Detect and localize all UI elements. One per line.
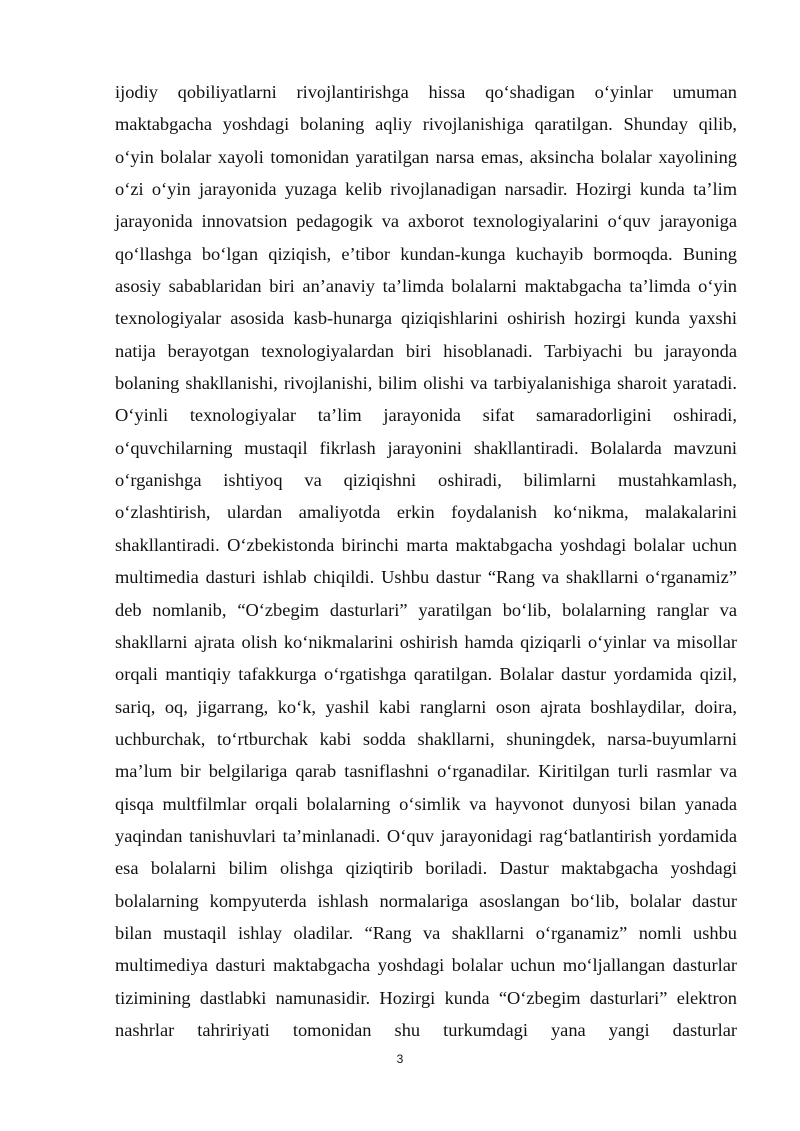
text-line: ijodiy qobiliyatlarni rivojlantirishga hissa qo‘shadigan o‘yinlar umuman [115, 82, 737, 102]
text-line: sariq, oq, jigarrang, ko‘k, yashil kabi ranglarni oson ajrata boshlaydilar, doira, [115, 696, 737, 717]
text-line: bilan mustaqil ishlay oladilar. “Rang va shakllarni o‘rganamiz” nomli ushbu [115, 922, 737, 943]
text-line: uchburchak, to‘rtburchak kabi sodda shakllarni, shuningdek, narsa-buyumlarni [115, 728, 737, 749]
text-line: tizimining dastlabki namunasidir. Hozirgi kunda “O‘zbegim dasturlari” elektron [115, 987, 737, 1008]
text-line: esa bolalarni bilim olishga qiziqtirib boriladi. Dastur maktabgacha yoshdagi [115, 858, 737, 879]
text-line: orqali mantiqiy tafakkurga o‘rgatishga qaratilgan. Bolalar dastur yordamida qizil, [115, 664, 737, 685]
text-line: bolaning shakllanishi, rivojlanishi, bilim olishi va tarbiyalanishiga sharoit yaratadi. [115, 373, 737, 394]
text-line: natija berayotgan texnologiyalardan biri hisoblanadi. Tarbiyachi bu jarayonda [115, 340, 737, 361]
text-line: o‘rganishga ishtiyoq va qiziqishni oshiradi, bilimlarni mustahkamlash, [115, 470, 737, 491]
body-paragraph [115, 76, 737, 1046]
text-line: O‘yinli texnologiyalar ta’lim jarayonida sifat samaradorligini oshiradi, [115, 405, 737, 426]
text-line: qisqa multfilmlar orqali bolalarning o‘simlik va hayvonot dunyosi bilan yanada [115, 793, 737, 814]
text-line: nashrlar tahririyati tomonidan shu turkumdagi yana yangi dasturlar [115, 1019, 737, 1040]
text-line: bolalarning kompyuterda ishlash normalariga asoslangan bo‘lib, bolalar dastur [115, 890, 737, 911]
text-line: texnologiyalar asosida kasb-hunarga qiziqishlarini oshirish hozirgi kunda yaxshi [115, 308, 737, 329]
text-line: o‘zlashtirish, ulardan amaliyotda erkin foydalanish ko‘nikma, malakalarini [115, 502, 737, 523]
text-line: multimediya dasturi maktabgacha yoshdagi bolalar uchun mo‘ljallangan dasturlar [115, 955, 737, 976]
text-line: shakllantiradi. O‘zbekistonda birinchi marta maktabgacha yoshdagi bolalar uchun [115, 534, 737, 555]
text-line: multimedia dasturi ishlab chiqildi. Ushbu dastur “Rang va shakllarni o‘rganamiz” [115, 567, 737, 588]
page-number: 3 [396, 1052, 404, 1066]
text-line: o‘quvchilarning mustaqil fikrlash jarayonini shakllantiradi. Bolalarda mavzuni [115, 437, 737, 458]
text-line: jarayonida innovatsion pedagogik va axborot texnologiyalarini o‘quv jarayoniga [115, 211, 737, 232]
text-line: ma’lum bir belgilariga qarab tasniflashni o‘rganadilar. Kiritilgan turli rasmlar va [115, 761, 737, 782]
text-line: asosiy sabablaridan biri an’anaviy ta’limda bolalarni maktabgacha ta’limda o‘yin [115, 276, 737, 297]
text-line: o‘zi o‘yin jarayonida yuzaga kelib rivojlanadigan narsadir. Hozirgi kunda ta’lim [115, 179, 737, 200]
text-line: shakllarni ajrata olish ko‘nikmalarini oshirish hamda qiziqarli o‘yinlar va misollar [115, 631, 737, 652]
text-line: deb nomlanib, “O‘zbegim dasturlari” yaratilgan bo‘lib, bolalarning ranglar va [115, 599, 737, 620]
text-line: o‘yin bolalar xayoli tomonidan yaratilgan narsa emas, aksincha bolalar xayolining [115, 146, 737, 167]
text-line: maktabgacha yoshdagi bolaning aqliy rivojlanishiga qaratilgan. Shunday qilib, [115, 114, 737, 135]
text-line: qo‘llashga bo‘lgan qiziqish, e’tibor kundan-kunga kuchayib bormoqda. Buning [115, 243, 737, 264]
text-line: yaqindan tanishuvlari ta’minlanadi. O‘quv jarayonidagi rag‘batlantirish yordamida [115, 825, 737, 846]
